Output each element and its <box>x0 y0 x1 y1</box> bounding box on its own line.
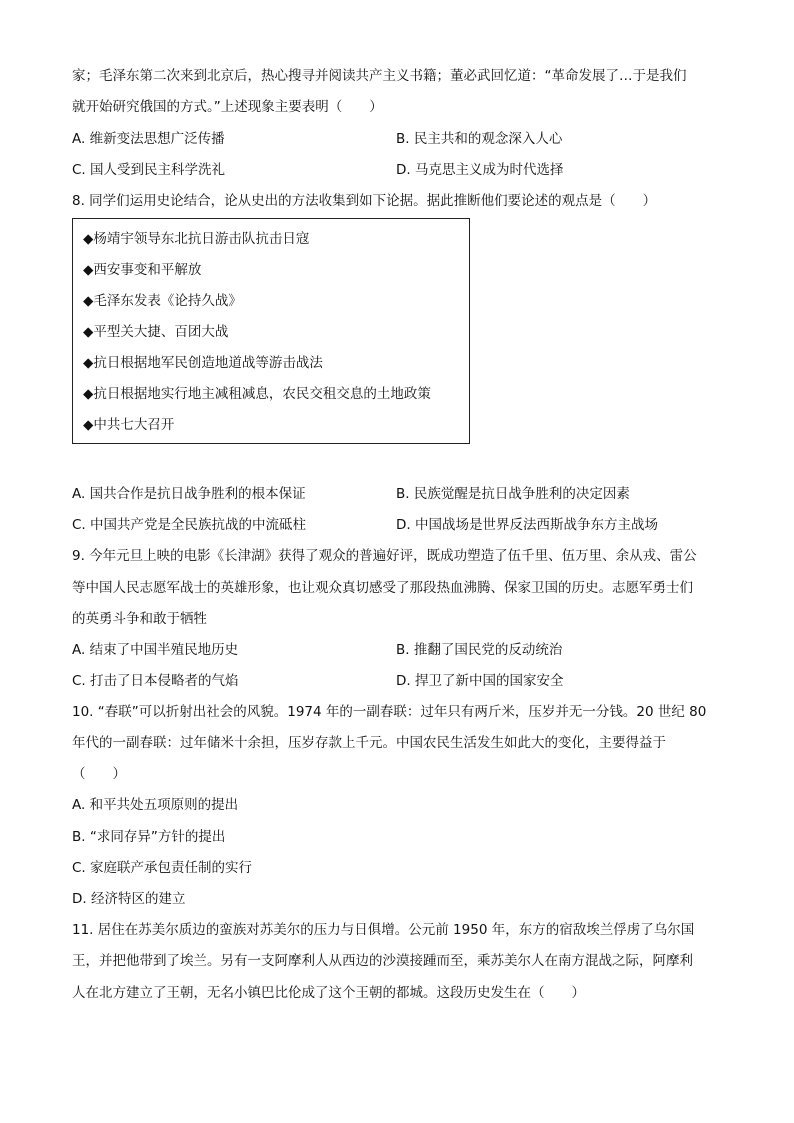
q7-option-a[interactable]: A. 维新变法思想广泛传播 <box>72 131 225 147</box>
q8-option-b[interactable]: B. 民族觉醒是抗日战争胜利的决定因素 <box>396 486 630 502</box>
q8-option-a[interactable]: A. 国共合作是抗日战争胜利的根本保证 <box>72 486 306 502</box>
q8-evidence-item: ◆抗日根据地军民创造地道战等游击战法 <box>83 355 323 371</box>
q11-stem-line-1: 11. 居住在苏美尔质边的蛮族对苏美尔的压力与日俱增。公元前 1950 年，东方的宿敌埃兰俘虏了乌尔国 <box>72 922 695 938</box>
q8-evidence-item: ◆西安事变和平解放 <box>83 262 202 278</box>
q8-evidence-box <box>72 218 470 444</box>
q8-evidence-item: ◆抗日根据地实行地主减租减息，农民交租交息的土地政策 <box>83 386 431 402</box>
q9-option-a[interactable]: A. 结束了中国半殖民地历史 <box>72 642 239 658</box>
q9-option-c[interactable]: C. 打击了日本侵略者的气焰 <box>72 673 239 689</box>
q9-stem-line-2: 等中国人民志愿军战士的英雄形象，也让观众真切感受了那段热血沸腾、保家卫国的历史。志愿军勇士们 <box>72 580 693 596</box>
q9-option-d[interactable]: D. 捍卫了新中国的国家安全 <box>396 673 564 689</box>
q9-stem-line-1: 9. 今年元旦上映的电影《长津湖》获得了观众的普遍好评，既成功塑造了伍千里、伍万里、余从戎、雷公 <box>72 548 697 564</box>
q7-stem-line-2: 就开始研究俄国的方式。”上述现象主要表明（ ） <box>72 99 383 115</box>
q11-stem-line-2: 王，并把他带到了埃兰。另有一支阿摩利人从西边的沙漠接踵而至，乘苏美尔人在南方混战之际，阿摩利 <box>72 953 693 969</box>
q8-evidence-item: ◆杨靖宇领导东北抗日游击队抗击日寇 <box>83 231 310 247</box>
q10-option-d[interactable]: D. 经济特区的建立 <box>72 891 186 907</box>
q8-evidence-item: ◆毛泽东发表《论持久战》 <box>83 293 242 309</box>
q8-option-c[interactable]: C. 中国共产党是全民族抗战的中流砥柱 <box>72 517 307 533</box>
q9-stem-line-3: 的英勇斗争和敢于牺牲 <box>72 611 207 627</box>
q10-option-b[interactable]: B. “求同存异”方针的提出 <box>72 829 226 845</box>
q11-stem-line-3: 人在北方建立了王朝，无名小镇巴比伦成了这个王朝的都城。这段历史发生在（ ） <box>72 985 585 1001</box>
q7-option-d[interactable]: D. 马克思主义成为时代选择 <box>396 162 564 178</box>
q7-option-b[interactable]: B. 民主共和的观念深入人心 <box>396 131 563 147</box>
q9-option-b[interactable]: B. 推翻了国民党的反动统治 <box>396 642 563 658</box>
q8-option-d[interactable]: D. 中国战场是世界反法西斯战争东方主战场 <box>396 517 658 533</box>
q8-stem: 8. 同学们运用史论结合，论从史出的方法收集到如下论据。据此推断他们要论述的观点是（ ） <box>72 193 657 209</box>
q7-option-c[interactable]: C. 国人受到民主科学洗礼 <box>72 162 226 178</box>
q10-stem-line-1: 10. “春联”可以折射出社会的风貌。1974 年的一副春联：过年只有两斤米，压岁并无一分钱。20 世纪 80 <box>72 704 707 720</box>
q10-stem-line-2: 年代的一副春联：过年储米十余担，压岁存款上千元。中国农民生活发生如此大的变化，主要得益于 <box>72 735 666 751</box>
q10-option-c[interactable]: C. 家庭联产承包责任制的实行 <box>72 860 253 876</box>
q8-evidence-item: ◆中共七大召开 <box>83 417 175 433</box>
q7-stem-line-1: 家；毛泽东第二次来到北京后，热心搜寻并阅读共产主义书籍；董必武回忆道：“革命发展了…于是我们 <box>72 68 687 84</box>
q10-stem-line-3: （ ） <box>72 766 126 782</box>
q10-option-a[interactable]: A. 和平共处五项原则的提出 <box>72 797 239 813</box>
q8-evidence-item: ◆平型关大捷、百团大战 <box>83 324 229 340</box>
